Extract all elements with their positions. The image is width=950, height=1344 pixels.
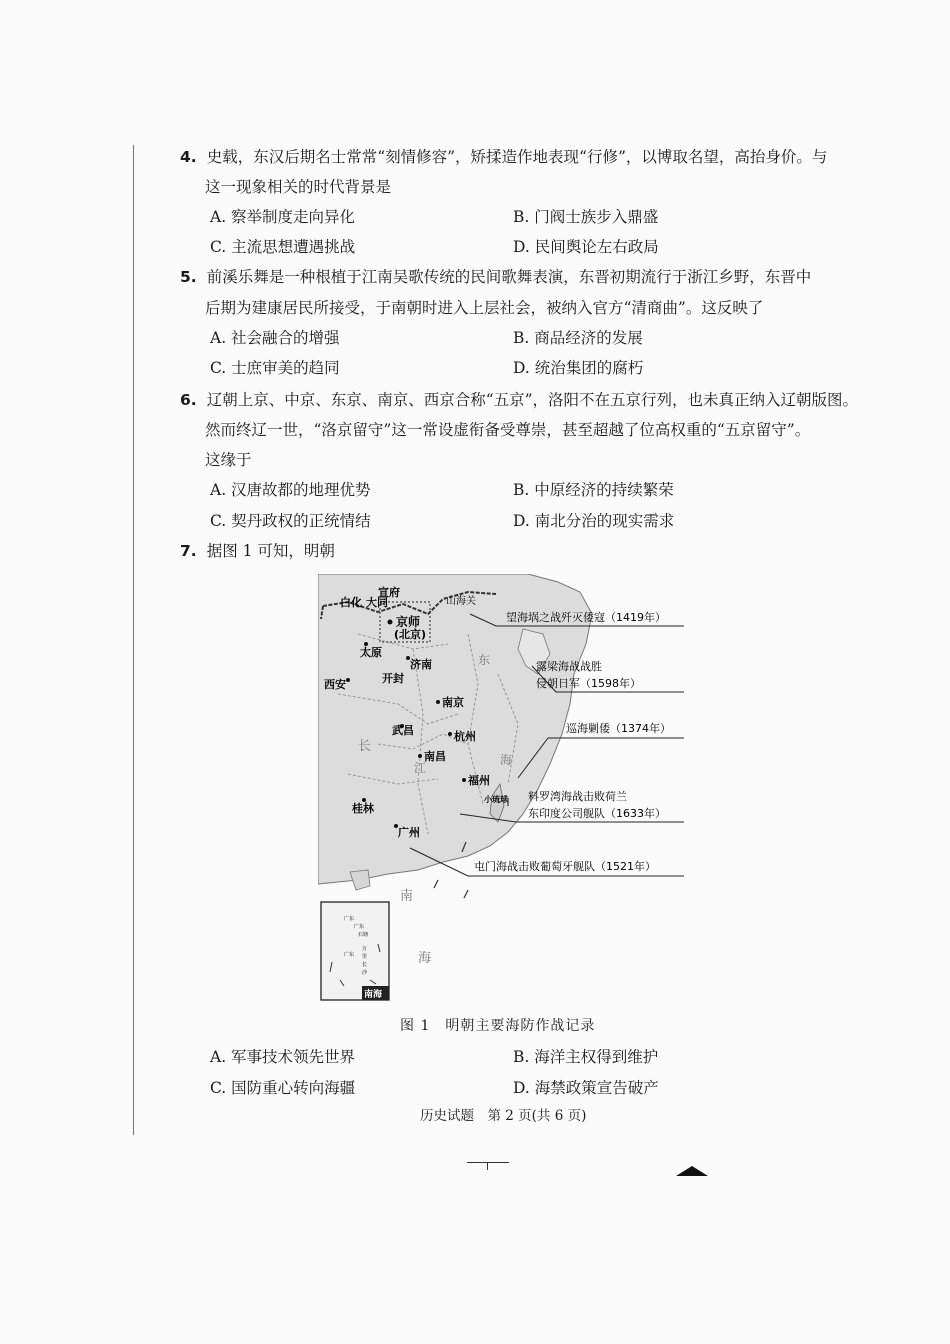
q6-stem-line3: 这缘于: [205, 451, 252, 469]
inset-text-2: 广东: [354, 924, 365, 930]
q7-option-c[interactable]: C. 国防重心转向海疆: [210, 1079, 356, 1097]
q6-option-d[interactable]: D. 南北分治的现实需求: [513, 512, 675, 530]
q6-stem-line2: 然而终辽一世，“洛京留守”这一常设虚衔备受尊崇，甚至超越了位高权重的“五京留守”。: [205, 421, 811, 439]
q4-text-1: 史载，东汉后期名士常常“刻情修容”，矫揉造作地表现“行修”，以博取名望，高抬身价。与: [206, 148, 828, 166]
city-baihua: 白化: [340, 596, 362, 609]
city-xian: 西安: [324, 678, 346, 691]
q4-stem-line1: [180, 142, 827, 172]
q6-option-a[interactable]: A. 汉唐故都的地理优势: [210, 481, 371, 499]
geo-label-hai2: 海: [418, 951, 432, 966]
q5-stem-line1: [180, 262, 811, 292]
ming-coastal-defense-map: [318, 574, 686, 1002]
q5-option-c[interactable]: C. 士庶审美的趋同: [210, 359, 340, 377]
inset-text-8: 沙: [362, 970, 368, 976]
q4-number: 4.: [180, 148, 197, 166]
callout-luliang-line2: 侵朝日军（1598年）: [536, 677, 641, 690]
q7-stem-line1: [180, 536, 335, 566]
city-shanhaiguan: 山海关: [446, 596, 476, 607]
city-fuzhou: 福州: [468, 774, 490, 787]
q6-option-b[interactable]: B. 中原经济的持续繁荣: [513, 481, 674, 499]
q6-text-1: 辽朝上京、中京、东京、南京、西京合称“五京”，洛阳不在五京行列，也未真正纳入辽朝版图。: [206, 391, 859, 409]
q7-option-b[interactable]: B. 海洋主权得到维护: [513, 1048, 659, 1066]
callout-wanghaiguo: 望海埚之战歼灭倭寇（1419年）: [506, 611, 666, 624]
callout-liaoluo-line2: 东印度公司舰队（1633年）: [528, 807, 666, 820]
q6-stem-line1: [180, 385, 858, 415]
city-taiyuan: 太原: [360, 646, 382, 659]
q5-option-b[interactable]: B. 商品经济的发展: [513, 329, 643, 347]
city-jinan: 济南: [410, 658, 432, 671]
q7-number: 7.: [180, 542, 197, 560]
q4-option-b[interactable]: B. 门阀士族步入鼎盛: [513, 208, 659, 226]
city-datong: 大同: [366, 596, 388, 609]
geo-label-dong: 东: [478, 653, 491, 667]
city-beijing: (北京): [394, 628, 427, 641]
figure-caption: 图 1 明朝主要海防作战记录: [400, 1018, 596, 1034]
binding-line: [133, 145, 134, 1135]
q5-stem-line2: 后期为建康居民所接受，于南朝时进入上层社会，被纳入官方“清商曲”。这反映了: [205, 299, 764, 317]
geo-label-nan: 南: [400, 889, 414, 904]
q5-number: 5.: [180, 268, 197, 286]
geo-label-hai: 海: [500, 753, 513, 767]
q7-option-d[interactable]: D. 海禁政策宣告破产: [513, 1079, 659, 1097]
city-dot-jingshi: [388, 620, 393, 625]
geo-label-jiang: 江: [414, 761, 427, 775]
triangle-icon: [676, 1166, 708, 1176]
q5-option-a[interactable]: A. 社会融合的增强: [210, 329, 340, 347]
city-dot-nanchang: [418, 754, 422, 758]
city-xiaoliuqiu: 小琉球: [484, 795, 508, 804]
q7-option-a[interactable]: A. 军事技术领先世界: [210, 1048, 356, 1066]
city-dot-hangzhou: [448, 732, 452, 736]
city-nanjing: 南京: [442, 696, 464, 709]
city-dot-xian: [346, 678, 350, 682]
city-jingshi: 京师: [396, 615, 421, 629]
page-footer: 历史试题 第 2 页(共 6 页): [420, 1108, 587, 1124]
city-hangzhou: 杭州: [454, 730, 476, 743]
q6-number: 6.: [180, 391, 197, 409]
city-kaifeng: 开封: [382, 672, 404, 685]
q4-option-c[interactable]: C. 主流思想遭遇挑战: [210, 238, 356, 256]
city-guilin: 桂林: [352, 802, 374, 815]
inset-text-4: 广东: [344, 952, 355, 958]
bottom-registration-tick: [487, 1162, 488, 1170]
inset-text-1: 广东: [344, 916, 355, 922]
callout-liaoluo-line1: 料罗湾海战击败荷兰: [528, 790, 627, 803]
inset-text-3: 石塘: [358, 932, 369, 938]
south-china-sea-inset: [321, 902, 389, 1000]
q4-option-d[interactable]: D. 民间舆论左右政局: [513, 238, 659, 256]
callout-xunhai: 巡海剿倭（1374年）: [566, 722, 671, 735]
city-dot-nanjing: [436, 700, 440, 704]
callout-luliang-line1: 露梁海战战胜: [536, 660, 602, 673]
q4-stem-line2: 这一现象相关的时代背景是: [205, 178, 392, 196]
geo-label-chang: 长: [358, 739, 372, 754]
inset-label: 南海: [364, 990, 383, 1000]
inset-text-7: 长: [362, 962, 368, 968]
hainan-island: [350, 870, 370, 890]
q7-text-1: 据图 1 可知，明朝: [206, 542, 335, 560]
q5-text-1: 前溪乐舞是一种根植于江南吴歌传统的民间歌舞表演，东晋初期流行于浙江乡野，东晋中: [206, 268, 812, 286]
q6-option-c[interactable]: C. 契丹政权的正统情结: [210, 512, 371, 530]
city-dot-fuzhou: [462, 778, 466, 782]
inset-text-6: 里: [362, 954, 368, 960]
bottom-registration-mark: [467, 1162, 509, 1163]
q5-option-d[interactable]: D. 统治集团的腐朽: [513, 359, 644, 377]
city-nanchang: 南昌: [424, 750, 446, 763]
city-guangzhou: 广州: [398, 826, 420, 839]
inset-text-5: 万: [362, 946, 368, 952]
q4-option-a[interactable]: A. 察举制度走向异化: [210, 208, 356, 226]
city-xuanfu: 宣府: [378, 586, 400, 599]
callout-tunmen: 屯门海战击败葡萄牙舰队（1521年）: [474, 860, 656, 873]
city-wuchang: 武昌: [392, 724, 414, 737]
